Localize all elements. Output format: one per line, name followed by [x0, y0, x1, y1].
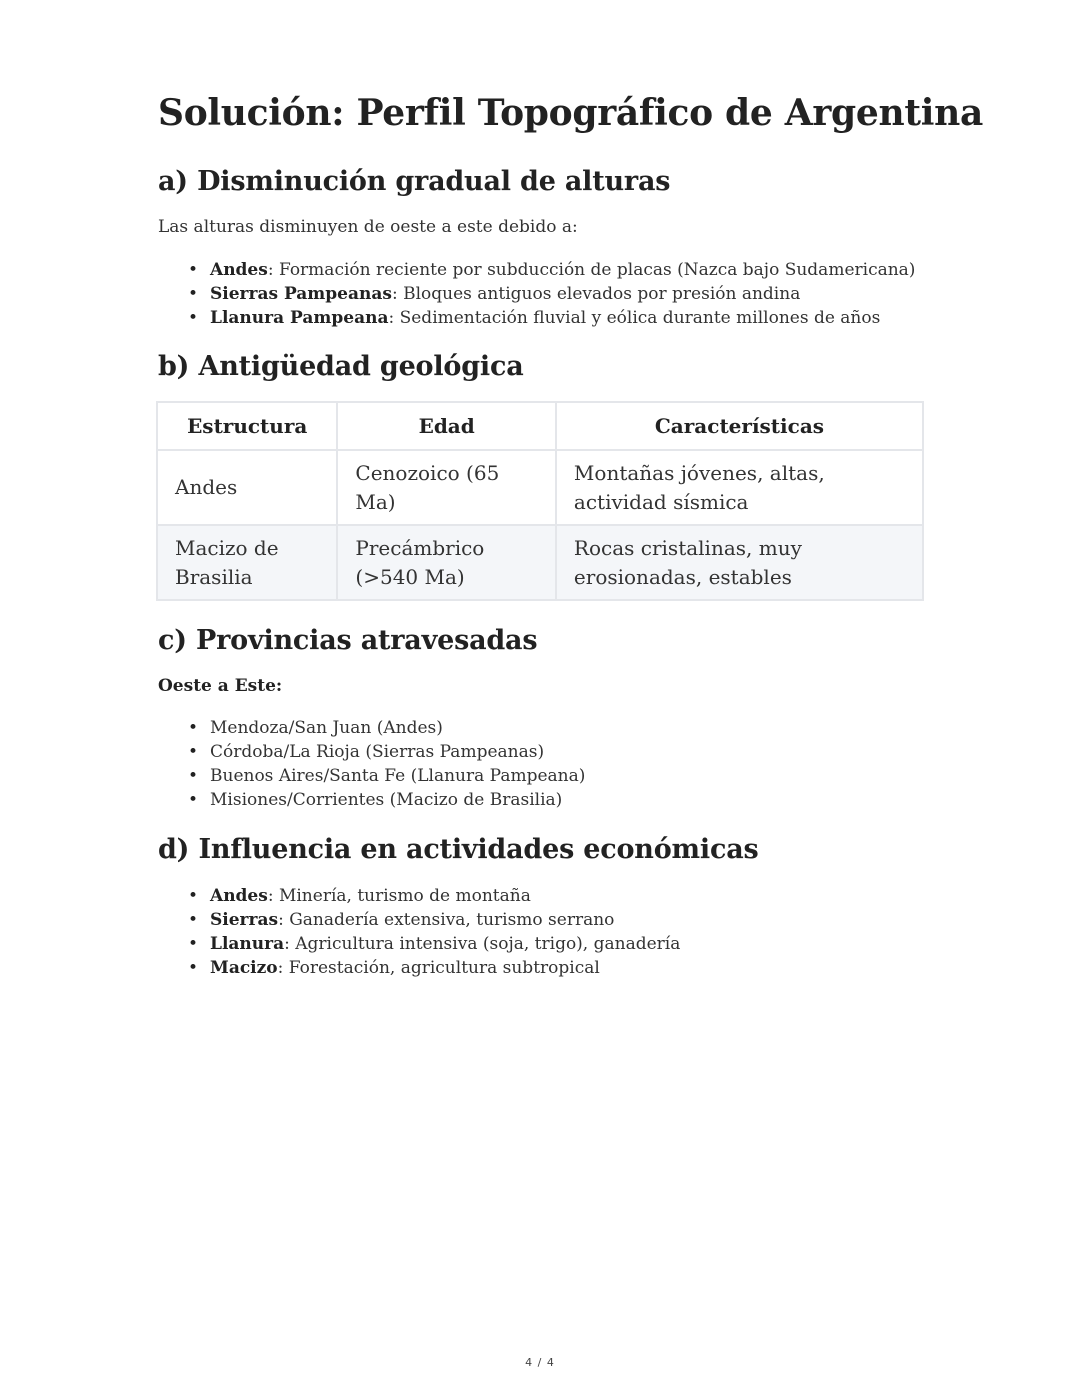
list-item-text: : Agricultura intensiva (soja, trigo), ganadería: [284, 934, 681, 954]
list-item: [180, 282, 915, 306]
list-item: [180, 908, 680, 932]
list-item-text: Buenos Aires/Santa Fe (Llanura Pampeana): [210, 766, 586, 786]
section-a-list: [180, 258, 915, 330]
table-header-row: [157, 402, 923, 450]
list-item-text: : Sedimentación fluvial y eólica durante millones de años: [388, 308, 881, 328]
bullet-icon: •: [188, 958, 199, 978]
list-item: [180, 932, 680, 956]
section-d-heading: d) Influencia en actividades económicas: [158, 834, 759, 865]
list-item-term: Sierras Pampeanas: [210, 284, 392, 304]
list-item: [180, 764, 585, 788]
table-header-cell: Características: [556, 402, 923, 450]
list-item: [180, 258, 915, 282]
bullet-icon: •: [188, 260, 199, 280]
page-number: 4 / 4: [525, 1356, 555, 1369]
list-item-term: Sierras: [210, 910, 279, 930]
table-cell: Cenozoico (65 Ma): [337, 450, 556, 525]
list-item: [180, 740, 585, 764]
bullet-icon: •: [188, 886, 199, 906]
bullet-icon: •: [188, 308, 199, 328]
section-d-list: [180, 884, 680, 980]
list-item-text: : Bloques antiguos elevados por presión andina: [391, 284, 801, 304]
list-item-term: Andes: [210, 886, 268, 906]
section-b-heading: b) Antigüedad geológica: [158, 351, 524, 382]
list-item-text: : Ganadería extensiva, turismo serrano: [278, 910, 615, 930]
list-item: [180, 956, 680, 980]
bullet-icon: •: [188, 910, 199, 930]
section-c-list: [180, 716, 585, 812]
table-header-cell: Edad: [337, 402, 556, 450]
bullet-icon: •: [188, 934, 199, 954]
list-item-text: : Forestación, agricultura subtropical: [277, 958, 600, 978]
table-row: [157, 525, 923, 600]
bullet-icon: •: [188, 790, 199, 810]
list-item: [180, 306, 915, 330]
bullet-icon: •: [188, 284, 199, 304]
list-item-text: : Formación reciente por subducción de placas (Nazca bajo Sudamericana): [267, 260, 916, 280]
list-item-text: : Minería, turismo de montaña: [267, 886, 531, 906]
table-cell: Rocas cristalinas, muy erosionadas, estables: [556, 525, 923, 600]
list-item-term: Llanura Pampeana: [210, 308, 389, 328]
table-cell: Montañas jóvenes, altas, actividad sísmica: [556, 450, 923, 525]
table-cell: Precámbrico (>540 Ma): [337, 525, 556, 600]
section-a-intro: Las alturas disminuyen de oeste a este debido a:: [158, 217, 578, 237]
page-title: Solución: Perfil Topográfico de Argentina: [158, 92, 984, 134]
table-cell: Macizo de Brasilia: [157, 525, 337, 600]
list-item-text: Misiones/Corrientes (Macizo de Brasilia): [210, 790, 563, 810]
list-item-text: Córdoba/La Rioja (Sierras Pampeanas): [210, 742, 545, 762]
list-item-term: Macizo: [210, 958, 278, 978]
table-row: [157, 450, 923, 525]
section-a-heading: a) Disminución gradual de alturas: [158, 166, 671, 197]
bullet-icon: •: [188, 718, 199, 738]
list-item: [180, 884, 680, 908]
list-item-term: Andes: [210, 260, 268, 280]
bullet-icon: •: [188, 766, 199, 786]
table-cell: Andes: [157, 450, 337, 525]
table-header-cell: Estructura: [157, 402, 337, 450]
geology-table: [156, 401, 924, 601]
list-item-term: Llanura: [210, 934, 285, 954]
list-item: [180, 716, 585, 740]
list-item-text: Mendoza/San Juan (Andes): [210, 718, 443, 738]
section-c-label: Oeste a Este:: [158, 676, 283, 696]
section-c-heading: c) Provincias atravesadas: [158, 625, 538, 656]
bullet-icon: •: [188, 742, 199, 762]
list-item: [180, 788, 585, 812]
